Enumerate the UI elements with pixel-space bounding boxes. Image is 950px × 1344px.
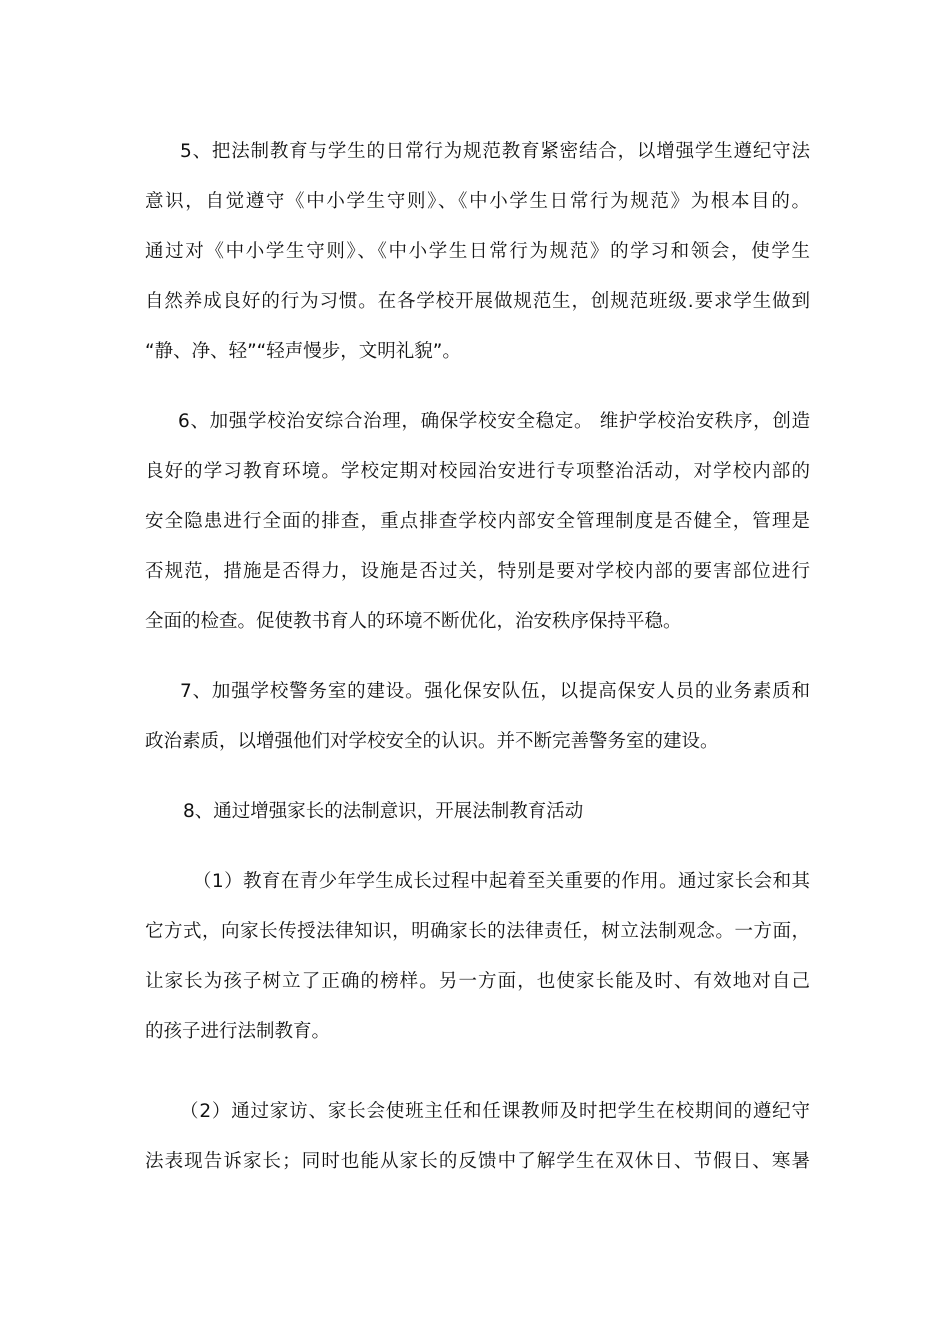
text-line: （1）教育在青少年学生成长过程中起着至关重要的作用。通过家长会和其 [193, 871, 810, 892]
text-line: 意识，自觉遵守《中小学生守则》、《中小学生日常行为规范》为根本目的。 [145, 191, 810, 212]
text-line: 的孩子进行法制教育。 [145, 1021, 331, 1042]
text-line: 安全隐患进行全面的排查，重点排查学校内部安全管理制度是否健全，管理是 [145, 511, 810, 532]
text-line: 政治素质，以增强他们对学校安全的认识。并不断完善警务室的建设。 [145, 731, 719, 752]
text-line: 良好的学习教育环境。学校定期对校园治安进行专项整治活动，对学校内部的 [145, 461, 810, 482]
text-line: 让家长为孩子树立了正确的榜样。另一方面，也使家长能及时、有效地对自己 [145, 971, 810, 992]
text-line: 自然养成良好的行为习惯。在各学校开展做规范生，创规范班级.要求学生做到 [145, 291, 810, 312]
text-line: 8、通过增强家长的法制意识，开展法制教育活动 [183, 801, 584, 822]
text-line: 5、把法制教育与学生的日常行为规范教育紧密结合，以增强学生遵纪守法 [180, 141, 810, 162]
text-line: 它方式，向家长传授法律知识，明确家长的法律责任，树立法制观念。一方面， [145, 921, 810, 942]
text-line: “静、净、轻”“轻声慢步，文明礼貌”。 [145, 341, 461, 362]
text-line: 通过对《中小学生守则》、《中小学生日常行为规范》的学习和领会，使学生 [145, 241, 810, 262]
text-line: 全面的检查。促使教书育人的环境不断优化，治安秩序保持平稳。 [145, 611, 682, 632]
text-line: 法表现告诉家长；同时也能从家长的反馈中了解学生在双休日、节假日、寒暑 [145, 1151, 810, 1172]
text-line: 7、加强学校警务室的建设。强化保安队伍，以提高保安人员的业务素质和 [180, 681, 810, 702]
text-line: 6、加强学校治安综合治理，确保学校安全稳定。 维护学校治安秩序，创造 [178, 411, 810, 432]
text-line: （2）通过家访、家长会使班主任和任课教师及时把学生在校期间的遵纪守 [180, 1101, 810, 1122]
text-line: 否规范，措施是否得力，设施是否过关，特别是要对学校内部的要害部位进行 [145, 561, 810, 582]
